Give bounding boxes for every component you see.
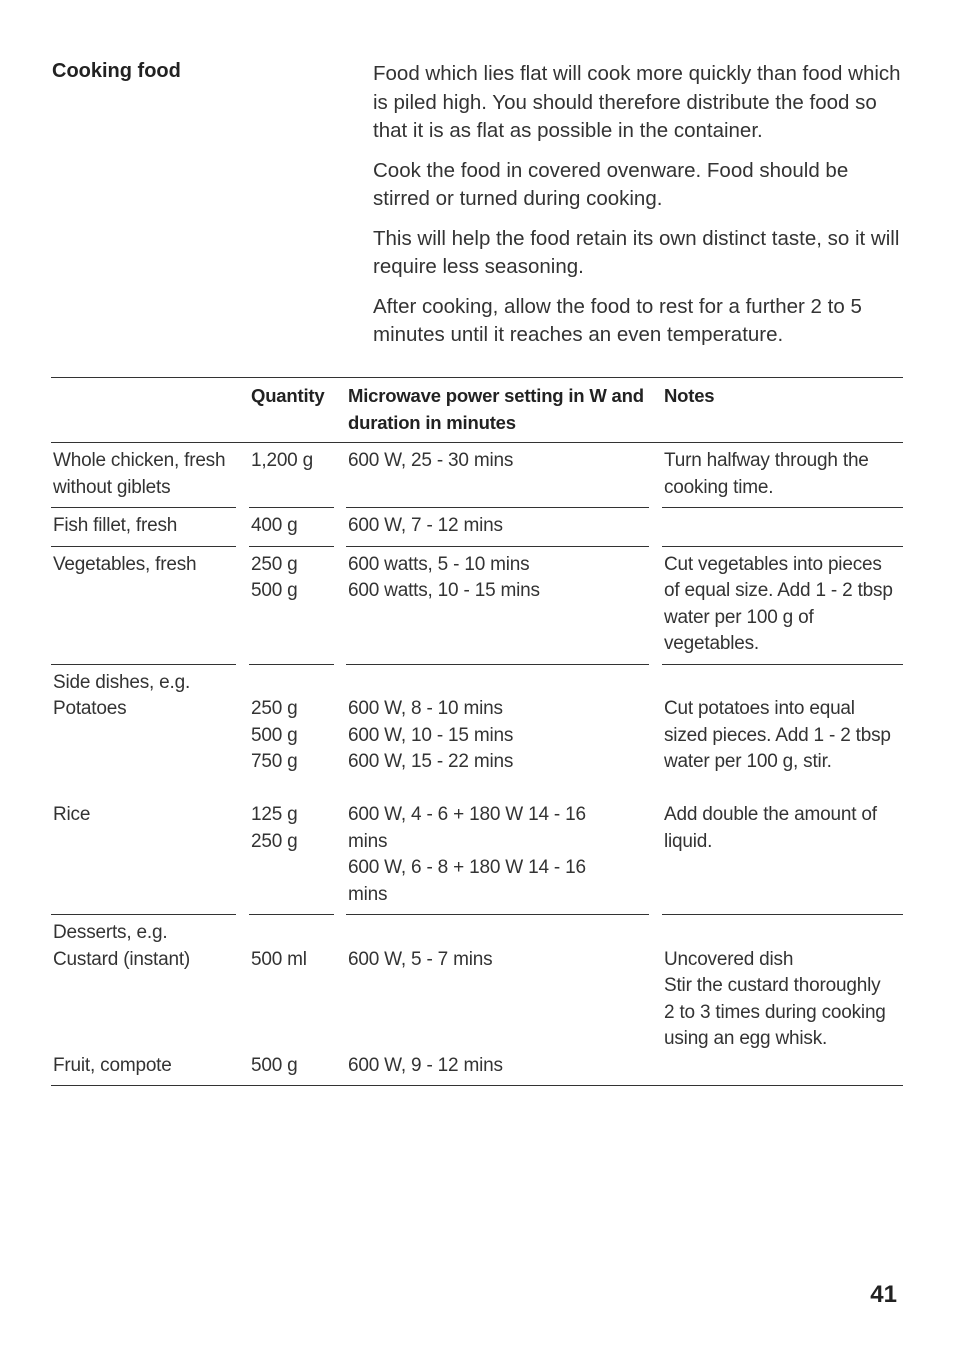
table-row	[51, 508, 903, 547]
header-food	[51, 383, 236, 436]
setting-cell	[346, 665, 649, 916]
cell-line: Uncovered dish	[664, 948, 794, 970]
cell-line: using an egg whisk.	[664, 1028, 828, 1049]
cell-line: cooking time.	[664, 476, 774, 498]
cell-line: of equal size. Add 1 - 2 tbsp	[664, 580, 893, 601]
food-cell	[51, 508, 236, 547]
cell-line: 600 W, 10 - 15 mins	[348, 724, 514, 746]
section-heading: Cooking food	[52, 60, 181, 82]
cell-line	[53, 1000, 236, 1027]
cell-line	[348, 973, 649, 1000]
cell-line: Custard (instant)	[53, 948, 191, 970]
cell-line	[251, 973, 334, 1000]
cooking-table	[51, 377, 903, 1086]
cell-line: Whole chicken, fresh	[53, 450, 226, 471]
intro-text	[373, 60, 908, 361]
cell-line	[251, 1026, 334, 1053]
cell-line	[664, 670, 903, 697]
cell-line	[53, 723, 236, 750]
quantity-cell	[249, 665, 334, 916]
cell-line: 250 g	[251, 698, 298, 719]
cell-line	[53, 1026, 236, 1053]
cell-line: 600 W, 25 - 30 mins	[348, 450, 514, 471]
cell-line	[53, 749, 236, 776]
table-header	[51, 377, 903, 443]
cell-line	[251, 1000, 334, 1027]
cell-line: 600 W, 15 - 22 mins	[348, 751, 514, 772]
paragraph: After cooking, allow the food to rest for a further 2 to 5 minutes until it reaches an even temperature.	[373, 294, 862, 346]
cell-line: 1,200 g	[251, 450, 313, 471]
cell-line: Fruit, compote	[53, 1054, 172, 1076]
cell-line: 125 g	[251, 804, 298, 825]
cell-line: 600 watts, 10 - 15 mins	[348, 580, 540, 601]
cell-line: mins	[348, 830, 388, 852]
cell-line	[53, 776, 236, 803]
paragraph: Cook the food in covered ovenware. Food should be stirred or turned during cooking.	[373, 158, 849, 210]
cell-line: Potatoes	[53, 698, 127, 719]
table-row	[51, 915, 903, 1086]
cell-line: Rice	[53, 804, 91, 825]
cell-line	[664, 920, 903, 947]
cell-line: 500 g	[251, 580, 298, 601]
cell-line: 600 W, 5 - 7 mins	[348, 948, 493, 970]
cell-line	[348, 776, 649, 803]
cell-line: 400 g	[251, 515, 298, 536]
cell-line	[251, 776, 334, 803]
cell-line: Add double the amount of	[664, 804, 877, 825]
table-row	[51, 443, 903, 508]
notes-cell	[662, 443, 903, 508]
cell-line: Fish fillet, fresh	[53, 515, 178, 536]
cell-line: liquid.	[664, 830, 713, 852]
cell-line	[348, 1000, 649, 1027]
quantity-cell	[249, 547, 334, 665]
cell-line: 600 watts, 5 - 10 mins	[348, 553, 530, 575]
header-notes: Notes	[664, 385, 715, 406]
cell-line	[251, 670, 334, 697]
table-body	[51, 443, 903, 1086]
cell-line: 500 g	[251, 1054, 298, 1076]
cell-line	[348, 1026, 649, 1053]
cell-line: 600 W, 6 - 8 + 180 W 14 - 16	[348, 857, 586, 878]
quantity-cell	[249, 915, 334, 1085]
cell-line: 600 W, 4 - 6 + 180 W 14 - 16	[348, 804, 586, 825]
cell-line: Stir the custard thoroughly	[664, 975, 881, 996]
cell-line: water per 100 g, stir.	[664, 751, 832, 772]
cell-line: 500 g	[251, 724, 298, 746]
setting-cell	[346, 443, 649, 508]
cell-line: sized pieces. Add 1 - 2 tbsp	[664, 724, 891, 746]
notes-cell	[662, 547, 903, 665]
setting-cell	[346, 508, 649, 547]
cell-line: 600 W, 9 - 12 mins	[348, 1054, 503, 1076]
paragraph: This will help the food retain its own distinct taste, so it will require less seasoning.	[373, 226, 900, 278]
cell-line: Cut vegetables into pieces	[664, 553, 882, 575]
cell-line: without giblets	[53, 476, 171, 498]
cell-line: 600 W, 7 - 12 mins	[348, 515, 503, 536]
cell-line: 250 g	[251, 830, 298, 852]
page-number: 41	[870, 1281, 897, 1308]
setting-cell	[346, 547, 649, 665]
setting-cell	[346, 915, 649, 1085]
cell-line: mins	[348, 883, 388, 905]
cell-line: 750 g	[251, 751, 298, 772]
cell-line: water per 100 g of	[664, 606, 814, 628]
cell-line	[348, 920, 649, 947]
cell-line: Cut potatoes into equal	[664, 698, 855, 719]
header-setting: Microwave power setting in W and duration in minutes	[348, 385, 644, 433]
header-quantity: Quantity	[251, 385, 325, 406]
cell-line: Turn halfway through the	[664, 450, 869, 471]
notes-cell	[662, 915, 903, 1085]
quantity-cell	[249, 443, 334, 508]
cell-line: 600 W, 8 - 10 mins	[348, 698, 503, 719]
cell-line: 250 g	[251, 553, 298, 575]
notes-cell	[662, 508, 903, 547]
food-cell	[51, 665, 236, 916]
table-row	[51, 547, 903, 665]
cell-line: 2 to 3 times during cooking	[664, 1001, 886, 1023]
notes-cell	[662, 665, 903, 916]
cell-line: 500 ml	[251, 948, 307, 970]
cell-line: Desserts, e.g.	[53, 922, 168, 943]
cell-line: Vegetables, fresh	[53, 553, 197, 575]
food-cell	[51, 915, 236, 1085]
food-cell	[51, 443, 236, 508]
table-row	[51, 665, 903, 916]
cell-line	[251, 920, 334, 947]
quantity-cell	[249, 508, 334, 547]
cell-line	[53, 973, 236, 1000]
cell-line: Side dishes, e.g.	[53, 671, 191, 693]
cell-line	[348, 670, 649, 697]
food-cell	[51, 547, 236, 665]
cell-line	[664, 776, 903, 803]
cell-line: vegetables.	[664, 633, 759, 654]
paragraph: Food which lies flat will cook more quickly than food which is piled high. You should therefore distribute the food so that it is as flat as possible in the container.	[373, 62, 901, 142]
